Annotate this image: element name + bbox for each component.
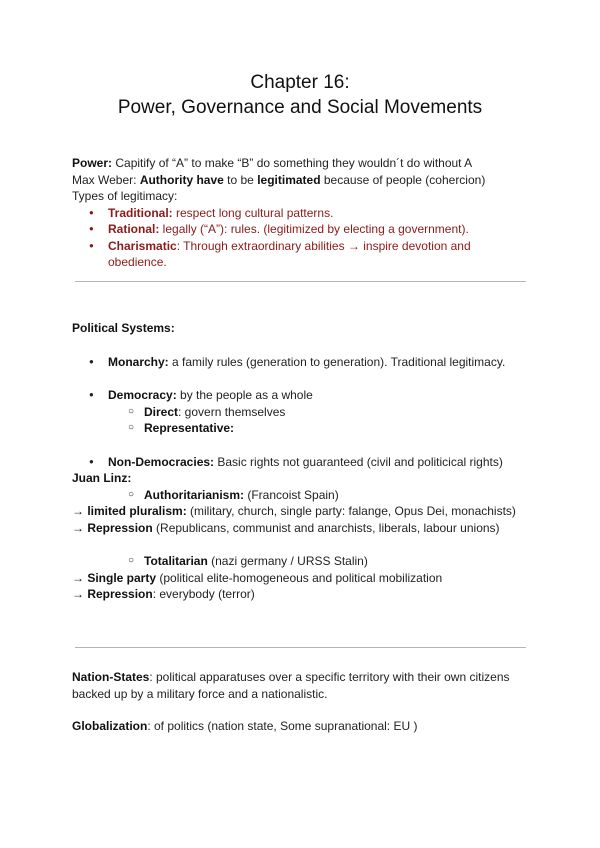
political-systems-heading: Political Systems: bbox=[72, 321, 175, 335]
globalization-text: : of politics (nation state, Some supranational: EU ) bbox=[147, 719, 418, 733]
list-item bbox=[72, 487, 532, 504]
democracy-list bbox=[72, 387, 532, 437]
nation-states-text: : political apparatuses over a specific territory with their own citizens backed up by a military force and a nationalistic. bbox=[72, 670, 510, 701]
list-item bbox=[72, 420, 532, 437]
legitimated-term: legitimated bbox=[257, 172, 321, 187]
charismatic-term: Charismatic bbox=[108, 238, 177, 253]
legitimacy-list bbox=[72, 205, 532, 271]
weber-rest: because of people (cohercion) bbox=[320, 172, 486, 187]
traditional-text: respect long cultural patterns. bbox=[172, 205, 334, 220]
list-item bbox=[72, 454, 532, 471]
weber-mid: to be bbox=[223, 172, 258, 187]
single-party-term: → Single party bbox=[72, 570, 157, 585]
nondemocracies-term: Non-Democracies: bbox=[108, 454, 215, 469]
authority-term: Authority have bbox=[139, 172, 224, 187]
direct-term: Direct bbox=[144, 404, 179, 419]
juan-linz-label: Juan Linz: bbox=[72, 471, 132, 485]
legitimacy-types-label: Types of legitimacy: bbox=[72, 189, 178, 203]
totalitarian-term: Totalitarian bbox=[144, 554, 208, 568]
weber-prefix: Max Weber: bbox=[72, 172, 140, 187]
repression-everybody-term: → Repression bbox=[72, 587, 153, 601]
power-text: Capitify of “A” to make “B” do something they wouldn´t do without A bbox=[112, 156, 473, 170]
charismatic-text: : Through extraordinary abilities → inspire devotion and obedience. bbox=[108, 238, 471, 269]
direct-text: : govern themselves bbox=[178, 404, 286, 419]
rational-text: legally (“A”): rules. (legitimized by electing a government). bbox=[159, 222, 469, 236]
list-item bbox=[72, 205, 532, 222]
list-item bbox=[72, 387, 532, 404]
authoritarianism-term: Authoritarianism: bbox=[144, 487, 245, 502]
title-line-1: Chapter 16: bbox=[250, 72, 350, 93]
title-line-2: Power, Governance and Social Movements bbox=[117, 97, 483, 118]
limited-pluralism-line bbox=[72, 503, 532, 520]
monarchy-term: Monarchy: bbox=[108, 354, 169, 369]
single-party-text: (political elite-homogeneous and political mobilization bbox=[156, 570, 443, 585]
power-term: Power: bbox=[72, 156, 113, 170]
repression-line bbox=[72, 520, 532, 537]
traditional-term: Traditional: bbox=[108, 205, 173, 220]
list-item bbox=[72, 354, 532, 371]
single-party-line bbox=[72, 570, 532, 587]
political-systems-section bbox=[72, 320, 532, 603]
nondemocracy-list bbox=[72, 454, 532, 471]
divider bbox=[75, 647, 526, 648]
weber-line bbox=[72, 172, 532, 189]
rational-term: Rational: bbox=[108, 222, 160, 236]
repression-text: (Republicans, communist and anarchists, liberals, labour unions) bbox=[152, 520, 500, 535]
repression-everybody-text: : everybody (terror) bbox=[152, 587, 255, 601]
limited-pluralism-term: → limited pluralism: bbox=[72, 504, 187, 518]
list-item bbox=[72, 404, 532, 421]
list-item bbox=[72, 553, 532, 570]
totalitarian-list bbox=[72, 553, 532, 570]
globalization-term: Globalization bbox=[72, 719, 148, 733]
limited-pluralism-text: (military, church, single party: falange, Opus Dei, monachists) bbox=[186, 504, 516, 518]
list-item bbox=[72, 221, 532, 238]
repression-term: → Repression bbox=[72, 520, 153, 535]
globalization-section bbox=[72, 718, 532, 735]
nondemocracies-text: Basic rights not guaranteed (civil and politicical rights) bbox=[214, 454, 503, 469]
power-section bbox=[72, 155, 532, 271]
list-item bbox=[72, 238, 532, 271]
divider bbox=[75, 281, 526, 282]
repression-everybody-line bbox=[72, 586, 532, 603]
totalitarian-text: (nazi germany / URSS Stalin) bbox=[207, 554, 368, 568]
nation-states-section bbox=[72, 669, 532, 702]
monarchy-list bbox=[72, 354, 532, 371]
nation-states-term: Nation-States bbox=[72, 670, 150, 684]
representative-term: Representative: bbox=[144, 421, 235, 435]
power-definition bbox=[72, 155, 532, 172]
authoritarianism-list bbox=[72, 487, 532, 504]
monarchy-text: a family rules (generation to generation). Traditional legitimacy. bbox=[168, 354, 506, 369]
democracy-text: by the people as a whole bbox=[176, 388, 313, 402]
authoritarianism-text: (Francoist Spain) bbox=[244, 487, 339, 502]
page-title bbox=[72, 70, 528, 120]
democracy-term: Democracy: bbox=[108, 388, 177, 402]
